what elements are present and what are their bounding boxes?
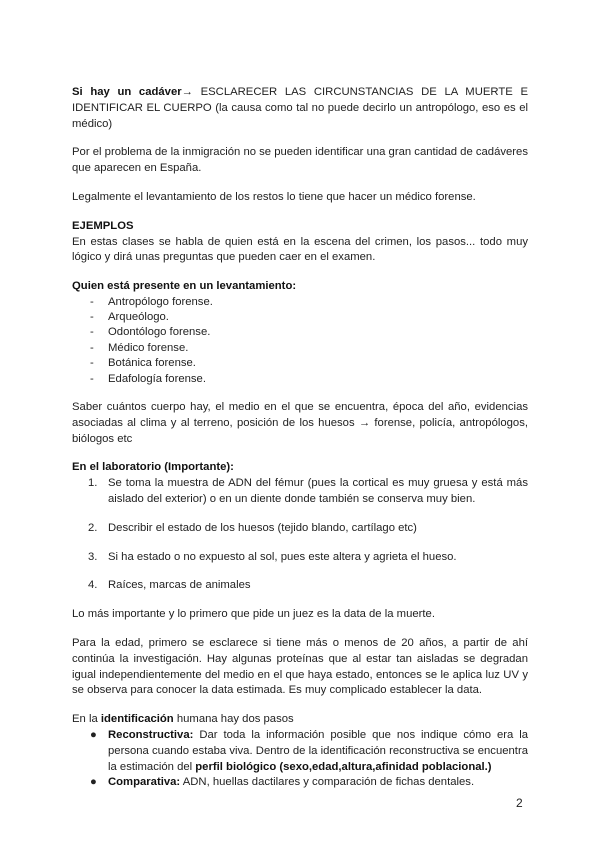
dash-marker: - [90,310,94,323]
ejemplos-text: En estas clases se habla de quien está en la escena del crimen, los pasos... todo muy lógico y dirá unas preguntas que pueden caer en el examen. [72,235,528,264]
bullet-text: Dar toda la información posible que nos indique cómo era la persona cuando estaba viva. Dentro de la identificación reconstructiva se encuentra la estimación del [108,728,528,773]
text: humana hay dos pasos [173,713,294,726]
lab-item-3 [72,550,528,566]
item-text: Raíces, marcas de animales [108,579,251,592]
lab-item-1 [72,476,528,508]
item-text: Odontólogo forense. [108,326,211,339]
heading-ejemplos: EJEMPLOS [72,219,134,232]
dash-marker: - [90,341,94,354]
list-item [72,372,528,387]
item-number: 1. [88,477,98,490]
intro-paragraph [72,85,528,132]
intro-text: → ESCLARECER LAS CIRCUNSTANCIAS DE LA MUERTE E IDENTIFICAR EL CUERPO (la causa como tal no puede decirlo un antropólogo, eso es el médico) [72,86,528,130]
bullet-text: ADN, huellas dactilares y comparación de fichas dentales. [180,776,475,789]
paragraph-juez: Lo más importante y lo primero que pide un juez es la data de la muerte. [72,608,435,621]
paragraph-edad: Para la edad, primero se esclarece si tiene más o menos de 20 años, a partir de ahí continúa la investigación. Hay algunas proteínas que al estar tan aisladas se degradan igual independientemente del medio en el que haya estado, entonces se le aplica luz UV y se observa para conocer la data estimada. Es muy complicado establecer la data. [72,636,528,697]
item-text: Médico forense. [108,341,189,354]
dash-marker: - [90,357,94,370]
intro-bold: Si hay un cadáver [72,86,182,98]
item-text: Antropólogo forense. [108,295,213,308]
list-item [72,310,528,325]
bullet-label: Reconstructiva: [108,728,194,741]
paragraph-legal: Legalmente el levantamiento de los restos lo tiene que hacer un médico forense. [72,190,476,203]
item-text: Arqueólogo. [108,310,169,323]
paragraph-saber: Saber cuántos cuerpo hay, el medio en el que se encuentra, época del año, evidencias asociadas al clima y al terreno, posición de los huesos → forense, policía, antropólogos, biólogos etc [72,401,528,445]
list-item [72,341,528,356]
dash-marker: - [90,326,94,339]
item-text: Describir el estado de los huesos (tejido blando, cartílago etc) [108,521,417,534]
heading-laboratorio: En el laboratorio (Importante): [72,461,234,474]
item-number: 4. [88,579,98,592]
identificacion-intro [72,712,528,728]
page-number: 2 [516,796,523,810]
section-ejemplos [72,219,528,266]
bullet-comparativa [72,775,528,791]
item-number: 2. [88,521,98,534]
text: En la [72,713,101,726]
list-item [72,295,528,310]
bold-text: identificación [100,713,174,726]
lab-item-2 [72,521,528,537]
bullet-icon: ● [90,776,97,789]
document-page [72,85,528,804]
lab-item-4 [72,578,528,594]
dash-marker: - [90,295,94,308]
heading-presentes: Quien está presente en un levantamiento: [72,280,297,293]
list-item [72,325,528,340]
item-text: Edafología forense. [108,372,206,385]
bullet-label: Comparativa: [108,776,181,789]
item-text: Se toma la muestra de ADN del fémur (pues la cortical es muy gruesa y está más aislado del exterior) o en un diente donde también se conserva muy bien. [108,477,528,505]
bullet-icon: ● [90,728,97,741]
section-identificacion [72,712,528,791]
item-text: Botánica forense. [108,357,196,370]
section-presentes [72,279,528,387]
item-number: 3. [88,550,98,563]
list-item [72,356,528,371]
dash-marker: - [90,372,94,385]
paragraph-inmigracion: Por el problema de la inmigración no se pueden identificar una gran cantidad de cadáveres que aparecen en España. [72,146,528,175]
item-text: Si ha estado o no expuesto al sol, pues este altera y agrieta el hueso. [108,550,457,563]
bullet-bold: perfil biológico (sexo,edad,altura,afinidad poblacional.) [195,760,492,773]
bullet-reconstructiva [72,728,528,775]
